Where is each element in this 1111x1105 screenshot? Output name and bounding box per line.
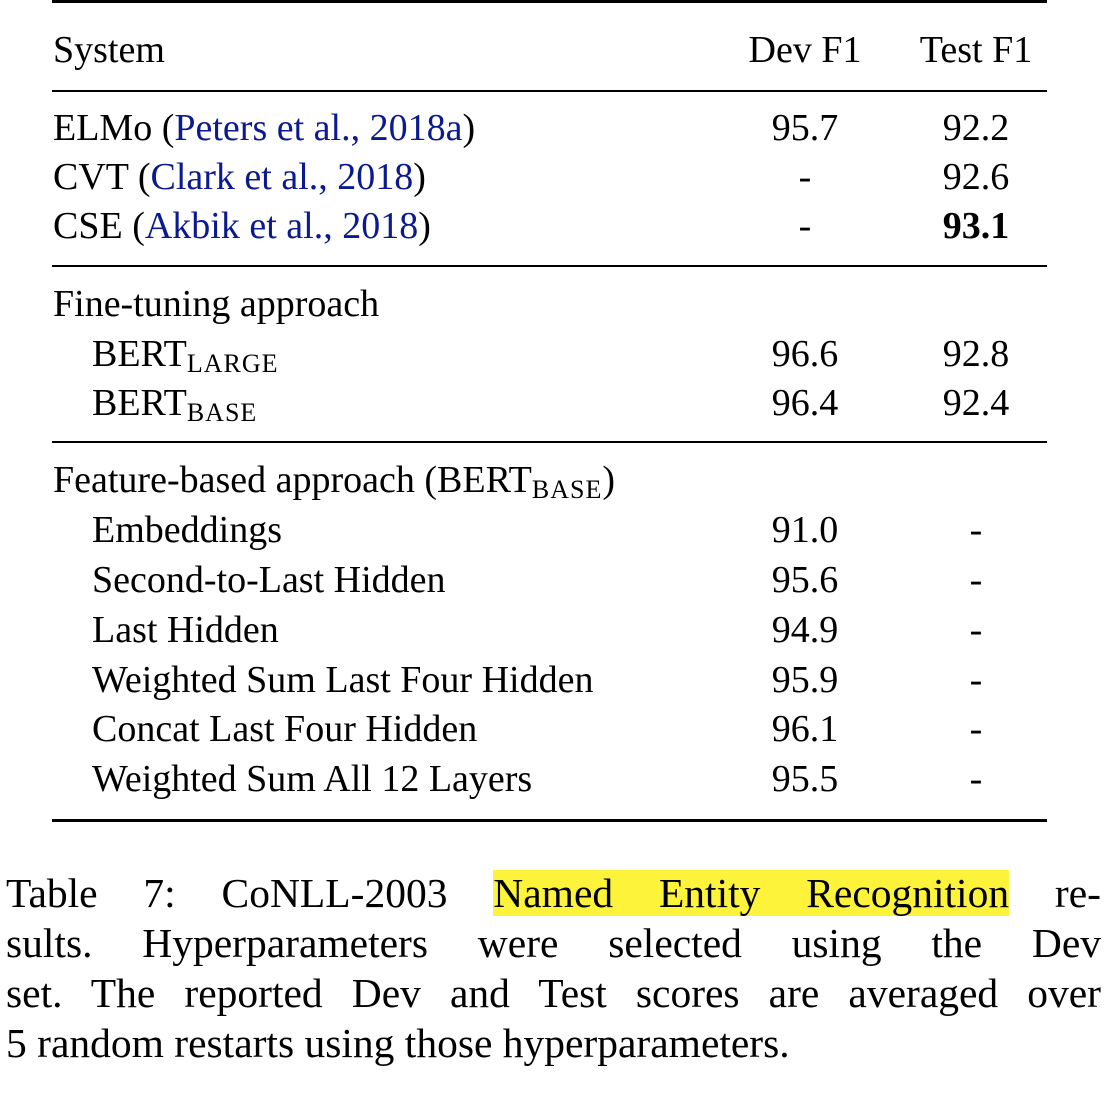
- row-last-hidden: Last Hidden: [92, 609, 279, 651]
- row-second-to-last: Second-to-Last Hidden: [92, 559, 446, 601]
- row-cvt: CVT (Clark et al., 2018): [53, 156, 426, 198]
- embeddings-test: -: [969, 509, 983, 551]
- table-caption: [6, 868, 1101, 1068]
- fine-tuning-heading: Fine-tuning approach: [53, 283, 380, 325]
- header-rule: [52, 90, 1047, 92]
- caption-line: Table 7: CoNLL-2003 Named Entity Recognition re-: [6, 870, 1101, 916]
- caption-line: 5 random restarts using those hyperparameters.: [6, 1020, 790, 1066]
- weighted-sum-all-12-test: -: [969, 758, 983, 800]
- cvt-dev: -: [798, 156, 812, 198]
- section-rule: [52, 441, 1047, 443]
- row-embeddings: Embeddings: [92, 509, 282, 551]
- weighted-sum-last-four-test: -: [969, 659, 983, 701]
- citation-link[interactable]: Clark et al., 2018: [150, 156, 414, 198]
- caption-line: set. The reported Dev and Test scores are averaged over: [6, 970, 1101, 1016]
- citation-link[interactable]: Akbik et al., 2018: [144, 205, 419, 247]
- citation-link[interactable]: Peters et al., 2018a: [174, 107, 463, 149]
- row-concat-last-four: Concat Last Four Hidden: [92, 708, 478, 750]
- caption-line: sults. Hyperparameters were selected using the Dev: [6, 920, 1101, 966]
- last-hidden-dev: 94.9: [771, 609, 839, 651]
- row-bert-large: $BERT_{LARGE}$: [92, 333, 279, 378]
- bert-large-dev: 96.6: [771, 333, 839, 375]
- concat-last-four-dev: 96.1: [771, 708, 839, 750]
- second-to-last-test: -: [969, 559, 983, 601]
- weighted-sum-last-four-dev: 95.9: [771, 659, 839, 701]
- cvt-test: 92.6: [942, 156, 1010, 198]
- row-weighted-sum-last-four: Weighted Sum Last Four Hidden: [92, 659, 594, 701]
- weighted-sum-all-12-dev: 95.5: [771, 758, 839, 800]
- bert-base-test: 92.4: [942, 382, 1010, 424]
- bottom-rule: [52, 819, 1047, 822]
- feature-based-heading: Feature-based approach $(BERT_{BASE})$: [53, 459, 615, 504]
- row-cse: CSE (Akbik et al., 2018): [53, 205, 431, 247]
- header-dev-f1: Dev F1: [748, 29, 862, 71]
- row-bert-base: $BERT_{BASE}$: [92, 382, 258, 427]
- bert-large-test: 92.8: [942, 333, 1010, 375]
- last-hidden-test: -: [969, 609, 983, 651]
- highlighted-phrase[interactable]: Named Entity Recognition: [493, 870, 1010, 916]
- bert-base-dev: 96.4: [771, 382, 839, 424]
- embeddings-dev: 91.0: [771, 509, 839, 551]
- second-to-last-dev: 95.6: [771, 559, 839, 601]
- elmo-test: 92.2: [942, 107, 1010, 149]
- header-system: System: [53, 29, 165, 71]
- section-rule: [52, 265, 1047, 267]
- cse-dev: -: [798, 205, 812, 247]
- concat-last-four-test: -: [969, 708, 983, 750]
- cse-test-best: 93.1: [942, 205, 1010, 247]
- row-elmo: ELMo (Peters et al., 2018a): [53, 107, 476, 149]
- top-rule: [52, 0, 1047, 3]
- elmo-dev: 95.7: [771, 107, 839, 149]
- header-test-f1: Test F1: [919, 29, 1033, 71]
- row-weighted-sum-all-12: Weighted Sum All 12 Layers: [92, 758, 533, 800]
